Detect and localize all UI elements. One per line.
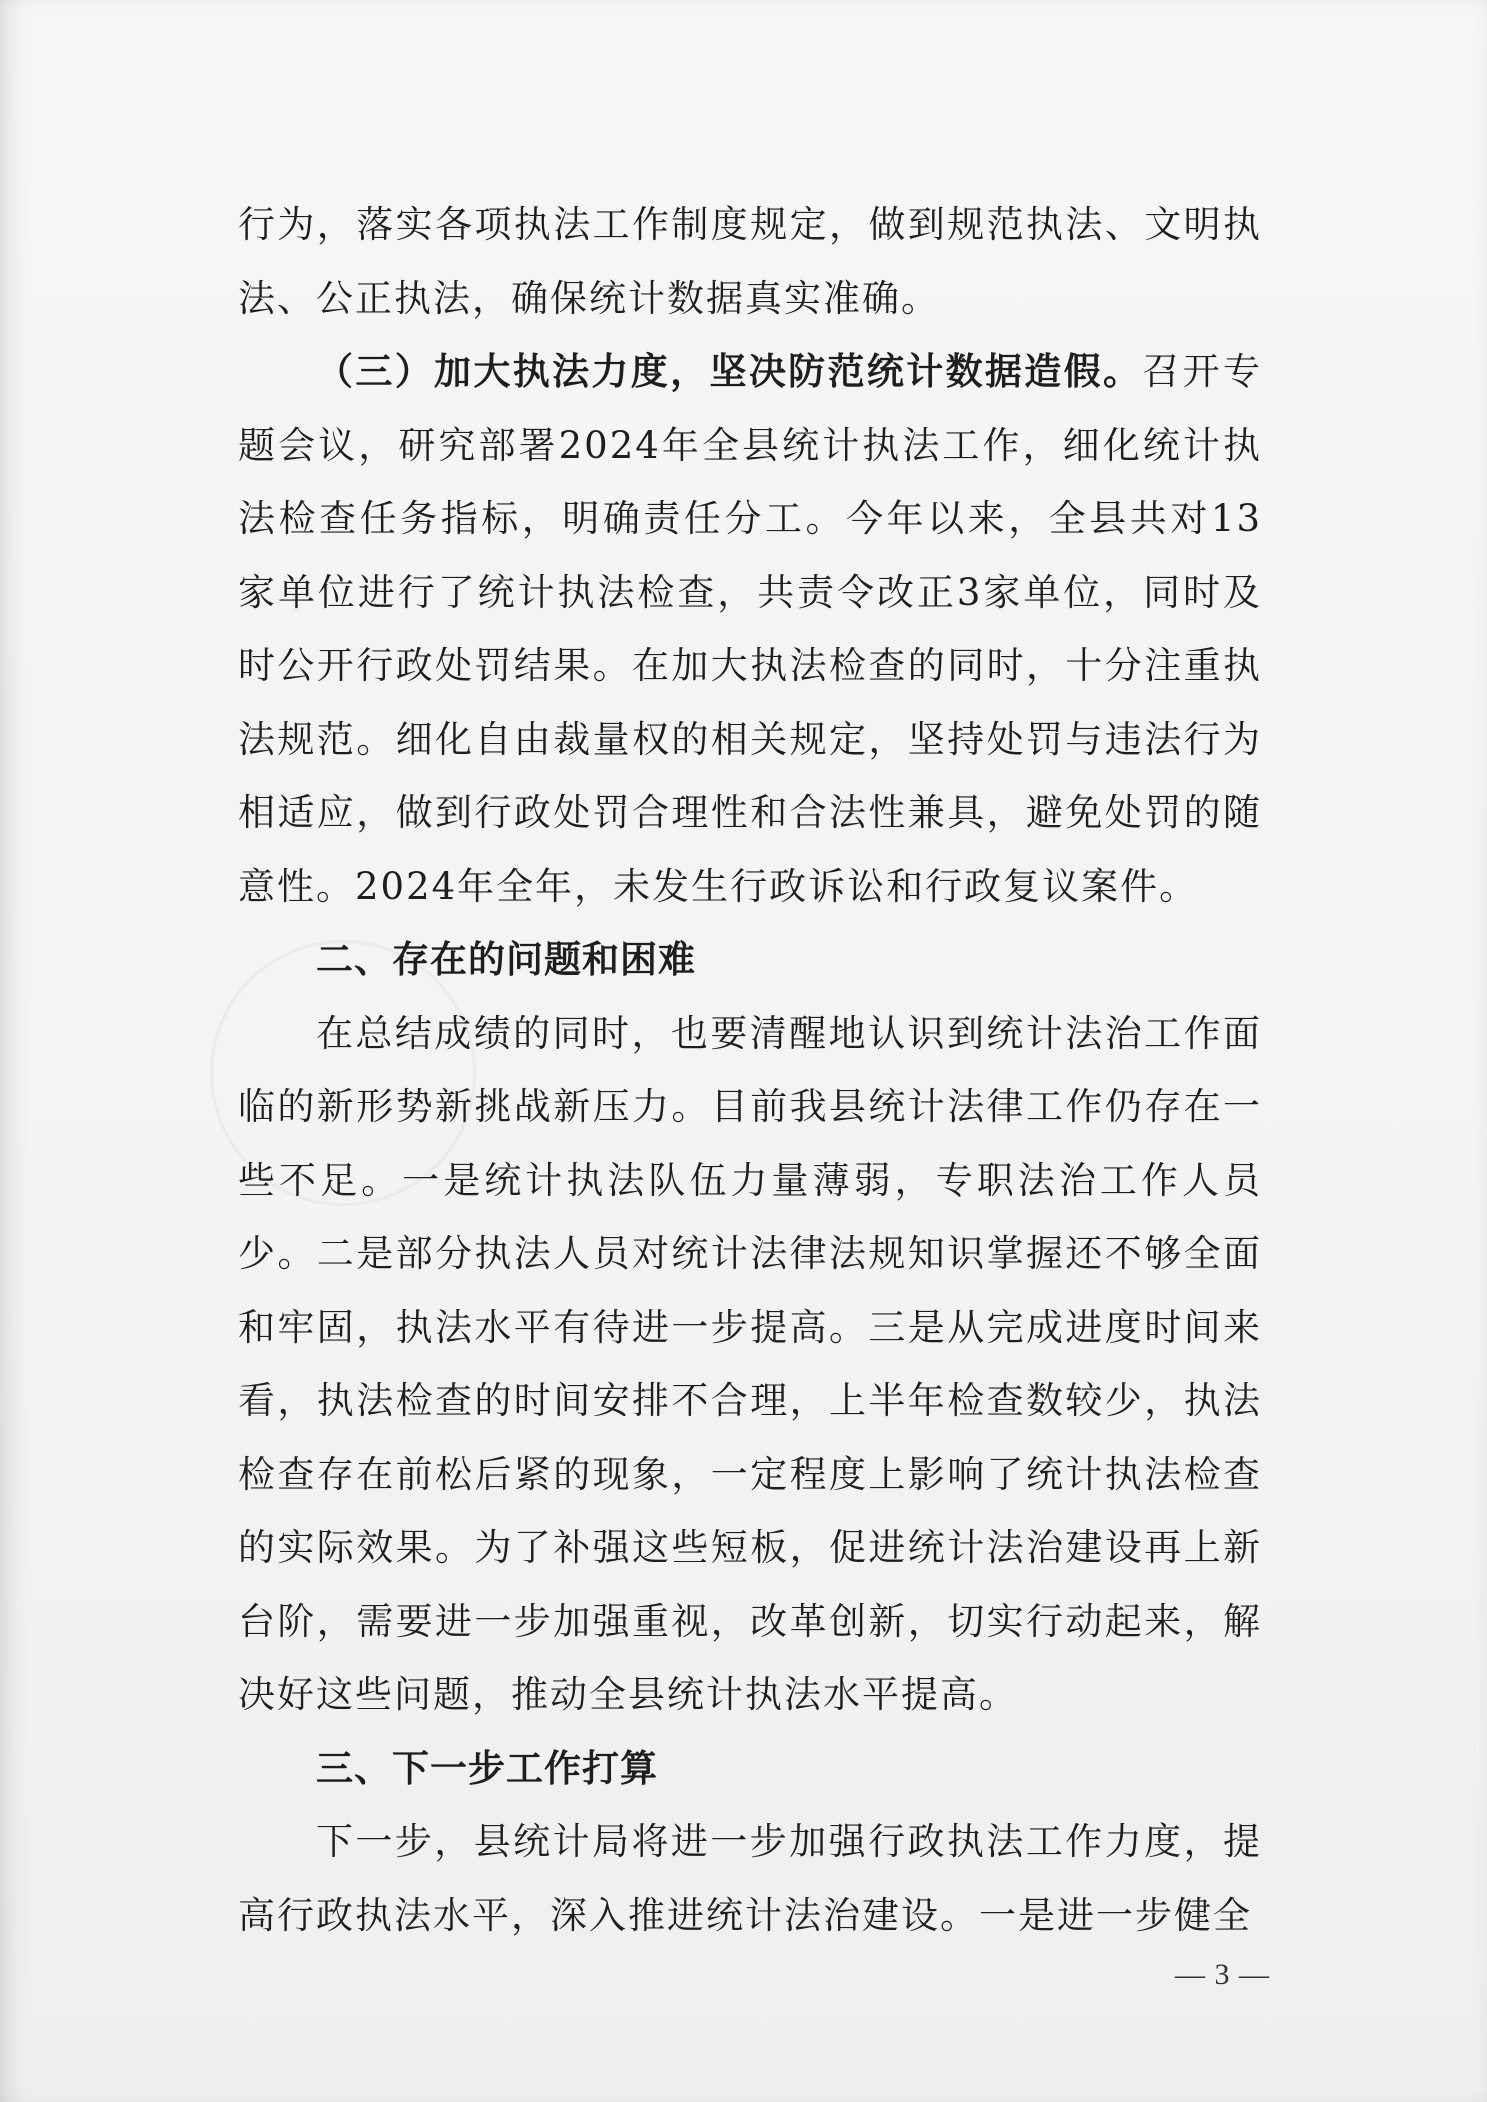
next-steps-paragraph: 下一步，县统计局将进一步加强行政执法工作力度，提高行政执法水平，深入推进统计法治建设。一是进一步健全 (238, 1820, 1262, 1937)
paragraph-continuation: 行为，落实各项执法工作制度规定，做到规范执法、文明执法、公正执法，确保统计数据真实准确。 (238, 203, 1262, 320)
page-number: — 3 — (1175, 1958, 1270, 1991)
section-3-paragraph (238, 335, 1262, 923)
section-3-body: 召开专题会议，研究部署2024年全县统计执法工作，细化统计执法检查任务指标，明确责任分工。今年以来，全县共对13家单位进行了统计执法检查，共责令改正3家单位，同时及时公开行政处罚结果。在加大执法检查的同时，十分注重执法规范。细化自由裁量权的相关规定，坚持处罚与违法行为相适应，做到行政处罚合理性和合法性兼具，避免处罚的随意性。2024年全年，未发生行政诉讼和行政复议案件。 (238, 350, 1263, 908)
document-body (238, 188, 1262, 1952)
heading-next-steps: 三、下一步工作打算 (316, 1746, 658, 1790)
problems-paragraph: 在总结成绩的同时，也要清醒地认识到统计法治工作面临的新形势新挑战新压力。目前我县统计法律工作仍存在一些不足。一是统计执法队伍力量薄弱，专职法治工作人员少。二是部分执法人员对统计法律法规知识掌握还不够全面和牢固，执法水平有待进一步提高。三是从完成进度时间来看，执法检查的时间安排不合理，上半年检查数较少，执法检查存在前松后紧的现象，一定程度上影响了统计执法检查的实际效果。为了补强这些短板，促进统计法治建设再上新台阶，需要进一步加强重视，改革创新，切实行动起来，解决好这些问题，推动全县统计执法水平提高。 (238, 1011, 1262, 1716)
section-3-title: （三）加大执法力度，坚决防范统计数据造假。 (316, 350, 1143, 393)
heading-problems: 二、存在的问题和困难 (316, 938, 696, 981)
